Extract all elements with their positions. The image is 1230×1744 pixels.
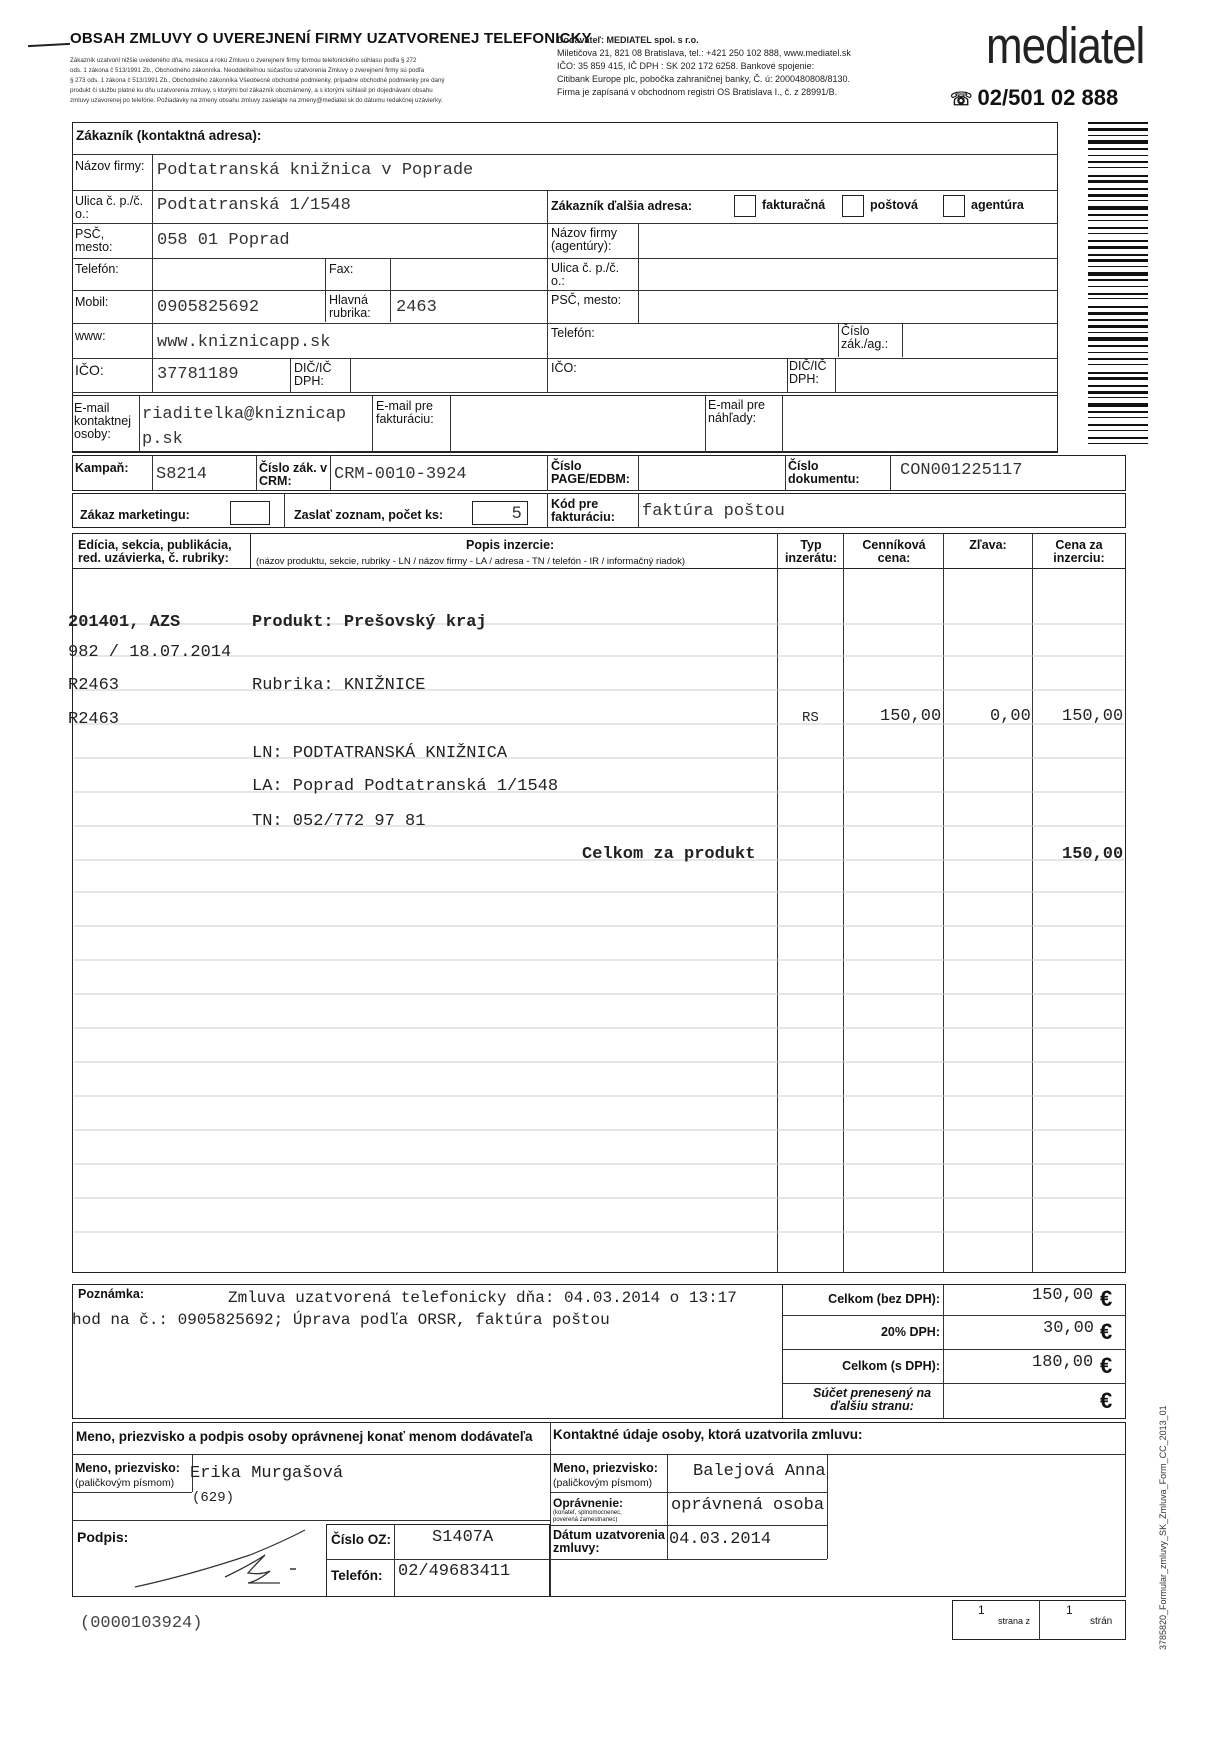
barcode-bar — [1088, 306, 1148, 308]
barcode-bar — [1088, 298, 1148, 299]
signature — [130, 1525, 330, 1595]
description-header: Popis inzercie: — [466, 538, 555, 552]
page-number: 1 — [978, 1603, 985, 1617]
marketing-checkbox[interactable] — [230, 501, 270, 525]
barcode-bar — [1088, 188, 1148, 190]
marketing-label: Zákaz marketingu: — [80, 508, 190, 522]
phone-icon: ☏ — [950, 89, 978, 109]
postal-address-option: poštová — [870, 198, 918, 212]
checkbox-postal-address[interactable] — [842, 195, 864, 217]
list-label: Zaslať zoznam, počet ks: — [294, 508, 444, 522]
document-title: OBSAH ZMLUVY O UVEREJNENÍ FIRMY UZATVORENEJ TELEFONICKY — [70, 30, 592, 47]
contract-date-value: 04.03.2014 — [669, 1530, 772, 1549]
contact-name-label: Meno, priezvisko: — [553, 1461, 658, 1475]
oz-value: S1407A — [432, 1528, 494, 1547]
barcode-bar — [1088, 194, 1148, 197]
barcode-bar — [1088, 175, 1148, 177]
invoice-address-option: fakturačná — [762, 198, 826, 212]
barcode-bar — [1088, 443, 1148, 444]
doc-value: CON001225117 — [900, 461, 1023, 480]
barcode-bar — [1088, 148, 1148, 150]
barcode-bar — [1088, 227, 1148, 229]
edition-line-3: R2463 — [68, 676, 120, 695]
barcode-bar — [1088, 293, 1148, 295]
barcode-bar — [1088, 200, 1148, 201]
billing-code-value: faktúra poštou — [642, 502, 785, 521]
gross-total-label: Celkom (s DPH): — [842, 1359, 940, 1373]
page-label: Číslo PAGE/EDBM: — [551, 459, 630, 486]
barcode-bar — [1088, 312, 1148, 315]
checkbox-agency-address[interactable] — [943, 195, 965, 217]
doc-label: Číslo dokumentu: — [788, 459, 860, 486]
barcode-bar — [1088, 233, 1148, 234]
barcode-bar — [1088, 167, 1148, 168]
ico-label: IČO: — [75, 362, 104, 378]
barcode-bar — [1088, 403, 1148, 407]
tn-line: TN: 052/772 97 81 — [252, 812, 426, 831]
mediatel-logo: mediatel — [986, 18, 1145, 75]
barcode-bar — [1088, 424, 1148, 426]
supplier-name-value: Erika Murgašová — [190, 1464, 344, 1483]
email-row — [72, 395, 1058, 453]
page-of-label: strana z — [998, 1616, 1031, 1626]
email-label: E-mail kontaktnej osoby: — [74, 401, 131, 441]
phone-label: Telefón: — [75, 262, 119, 276]
pages-total: 1 — [1066, 1603, 1073, 1617]
note-line-1: Zmluva uzatvorená telefonicky dňa: 04.03.2014 o 13:17 — [228, 1289, 737, 1307]
supplier-person-section-label: Meno, priezvisko a podpis osoby oprávnenej konať menom dodávateľa — [76, 1429, 533, 1444]
table-guide-lines — [72, 568, 1126, 1273]
supplier-info: Dodávateľ: MEDIATEL spol. s r.o. Miletičova 21, 821 08 Bratislava, tel.: +421 250 102 888, www.mediatel.sk IČO: 35 859 415, IČ DPH : SK 202 172 6258. Bankové spojenie: Citibank Europe plc, pobočka zahraničnej banky, Č. ú: 2000480808/8130. Firma je zapísaná v obchodnom registri OS Bratislava I., č. z 28991/B. — [557, 35, 851, 97]
barcode-bar — [1088, 397, 1148, 398]
barcode-bar — [1088, 286, 1148, 287]
barcode-bar — [1088, 155, 1148, 156]
barcode-bar — [1088, 240, 1148, 242]
mobile-label: Mobil: — [75, 295, 109, 309]
net-total-label: Celkom (bez DPH): — [828, 1292, 940, 1306]
campaign-label: Kampaň: — [75, 461, 129, 475]
barcode-bar — [1088, 246, 1148, 249]
name-label: Názov firmy: — [75, 159, 145, 173]
barcode-bar — [1088, 161, 1148, 163]
net-total-value: 150,00 — [1032, 1286, 1094, 1305]
barcode-bar — [1088, 135, 1148, 136]
fax-label: Fax: — [329, 262, 354, 276]
barcode-bar — [1088, 430, 1148, 431]
supplier-code-value: (629) — [192, 1490, 235, 1506]
description-subheader: (názov produktu, sekcie, rubriky - LN / názov firmy - LA / adresa - TN / telefón - IR / informačný riadok) — [256, 556, 686, 567]
vat-value: 30,00 — [1043, 1319, 1095, 1338]
supplier-name-sub: (paličkovým písmom) — [75, 1477, 175, 1489]
customer-section-label: Zákazník (kontaktná adresa): — [76, 128, 262, 143]
discount-value: 0,00 — [990, 707, 1031, 726]
barcode — [1088, 122, 1148, 444]
street-value: Podtatranská 1/1548 — [157, 196, 351, 215]
ico-value: 37781189 — [157, 365, 239, 384]
currency-carry: € — [1100, 1388, 1113, 1413]
list-price-value: 150,00 — [880, 707, 942, 726]
barcode-bar — [1088, 332, 1148, 333]
ln-line: LN: PODTATRANSKÁ KNIŽNICA — [252, 744, 508, 763]
crm-label: Číslo zák. v CRM: — [259, 461, 328, 488]
price-list-header: Cenníková cena: — [862, 538, 926, 565]
contact-name-sub: (paličkovým písmom) — [553, 1477, 653, 1489]
other-address-label: Zákazník ďalšia adresa: — [551, 199, 693, 213]
barcode-bar — [1088, 364, 1148, 365]
barcode-bar — [1088, 279, 1148, 281]
edition-line-1: 201401, AZS — [68, 613, 181, 632]
agency-name-label: Názov firmy (agentúry): — [551, 226, 617, 253]
edition-header: Edícia, sekcia, publikácia, red. uzávierka, č. rubriky: — [78, 538, 232, 565]
la-line: LA: Poprad Podtatranská 1/1548 — [252, 777, 559, 796]
list-count-value: 5 — [512, 503, 522, 522]
supplier-phone-label: Telefón: — [331, 1568, 383, 1583]
barcode-bar — [1088, 337, 1148, 341]
barcode-bar — [1088, 325, 1148, 328]
price-header: Cena za inzerciu: — [1053, 538, 1105, 565]
billing-code-label: Kód pre fakturáciu: — [551, 497, 615, 524]
barcode-bar — [1088, 128, 1148, 131]
auth-sub: (konateľ, splnomocnenec, poverená zamestnanec) — [553, 1510, 622, 1523]
discount-header: Zľava: — [969, 538, 1007, 552]
barcode-bar — [1088, 214, 1148, 216]
other-phone-label: Telefón: — [551, 326, 595, 340]
agency-address-option: agentúra — [971, 198, 1024, 212]
other-dic-label: DIČ/IČ DPH: — [789, 359, 827, 386]
other-ico-label: IČO: — [551, 361, 577, 375]
currency-net: € — [1100, 1286, 1113, 1311]
www-value: www.kniznicapp.sk — [157, 333, 331, 352]
vat-label: 20% DPH: — [880, 1325, 940, 1339]
type-header: Typ inzerátu: — [784, 538, 838, 565]
edition-line-4: R2463 — [68, 710, 120, 729]
barcode-bar — [1088, 140, 1148, 144]
barcode-bar — [1088, 345, 1148, 347]
barcode-bar — [1088, 266, 1148, 267]
note-label: Poznámka: — [78, 1287, 144, 1301]
product-total-value: 150,00 — [1062, 845, 1124, 864]
pages-label: strán — [1090, 1616, 1113, 1627]
barcode-bar — [1088, 377, 1148, 380]
type-value: RS — [802, 710, 819, 726]
barcode-bar — [1088, 254, 1148, 256]
other-psc-label: PSČ, mesto: — [551, 293, 622, 307]
form-code-vertical: 3785820_Formular_zmluvy_SK_Zmluva_Form_CC_2013_01 — [1158, 1405, 1168, 1650]
main-rubric-value: 2463 — [396, 298, 437, 317]
price-value: 150,00 — [1062, 707, 1124, 726]
barcode-bar — [1088, 358, 1148, 360]
main-rubric-label: Hlavná rubrika: — [329, 293, 371, 320]
header-underline-mark — [28, 43, 70, 47]
contact-name-value: Balejová Anna — [693, 1462, 826, 1481]
supplier-name-label: Meno, priezvisko: — [75, 1461, 180, 1475]
barcode-bar — [1088, 259, 1148, 262]
barcode-bar — [1088, 411, 1148, 413]
note-line-2: hod na č.: 0905825692; Úprava podľa ORSR, faktúra poštou — [72, 1311, 610, 1329]
email-invoice-label: E-mail pre fakturáciu: — [376, 399, 434, 426]
other-street-label: Ulica č. p./č. o.: — [551, 261, 620, 288]
www-label: www: — [75, 329, 106, 343]
barcode-bar — [1088, 272, 1148, 276]
crm-value: CRM-0010-3924 — [334, 465, 467, 484]
header-legal-text: Zákazník uzatvoril nižšie uvedeného dňa, mesiaca a roku Zmluvu o zverejnení firmy formou telefonického súhlasu podľa § 272 ods. 1 zákona č 513/1991 Zb., Obchodného zákonníka. Neoddeliteľnou súčasťou uzatvorenia Zmluvy o zverejnení firmy sú podľa § 273 ods. 1 zákona č 513/1991 Zb., Obchodného zákonníka Všeobecné obchodné podmienky, prípadne obchodné podmienky pre daný produkt či službu platné ku dňu uzatvorenia zmluvy, s ktorými bol zákazník oboznámený, a s ktorými súhlasil pri dojednávaní obsahu zmluvy uzavorenej po telefóne. Požiadavky na zmeny obsahu zmluvy zasielajte na zmeny@mediatel.sk do dátumu redakčnej uzávierky. — [70, 57, 445, 104]
barcode-bar — [1088, 352, 1148, 353]
edition-line-2: 982 / 18.07.2014 — [68, 643, 232, 662]
signature-label: Podpis: — [77, 1529, 129, 1545]
campaign-value: S8214 — [156, 465, 208, 484]
gross-total-value: 180,00 — [1032, 1353, 1094, 1372]
currency-vat: € — [1100, 1319, 1113, 1344]
email-value-line2: p.sk — [142, 430, 183, 449]
psc-value: 058 01 Poprad — [157, 231, 290, 250]
barcode-bar — [1088, 319, 1148, 321]
supplier-phone-value: 02/49683411 — [398, 1562, 511, 1581]
email-preview-label: E-mail pre náhľady: — [708, 398, 765, 425]
barcode-bar — [1088, 220, 1148, 221]
client-no-label: Číslo zák./ag.: — [841, 324, 889, 351]
barcode-bar — [1088, 372, 1148, 374]
carry-label: Súčet prenesený na ďalšiu stranu: — [812, 1386, 932, 1413]
contract-date-label: Dátum uzatvorenia zmluvy: — [553, 1528, 665, 1555]
barcode-bar — [1088, 180, 1148, 183]
oz-label: Číslo OZ: — [331, 1532, 391, 1547]
street-label: Ulica č. p./č. o.: — [75, 194, 144, 221]
product-line: Produkt: Prešovský kraj — [252, 613, 487, 632]
psc-label: PSČ, mesto: — [75, 227, 113, 254]
company-name-value: Podtatranská knižnica v Poprade — [157, 161, 474, 180]
barcode-bar — [1088, 437, 1148, 439]
checkbox-invoice-address[interactable] — [734, 195, 756, 217]
email-value-line1: riaditelka@kniznicap — [142, 405, 347, 424]
mobile-value: 0905825692 — [157, 298, 260, 317]
barcode-bar — [1088, 417, 1148, 418]
dic-label: DIČ/IČ DPH: — [294, 361, 332, 388]
contact-person-section-label: Kontaktné údaje osoby, ktorá uzatvorila zmluvu: — [553, 1427, 863, 1442]
currency-gross: € — [1100, 1353, 1113, 1378]
barcode-bar — [1088, 391, 1148, 394]
supplier-phone: ☏ 02/501 02 888 — [950, 85, 1119, 110]
document-id: (0000103924) — [80, 1614, 203, 1633]
barcode-bar — [1088, 122, 1148, 124]
product-total-label: Celkom za produkt — [582, 845, 756, 864]
barcode-bar — [1088, 206, 1148, 210]
barcode-bar — [1088, 385, 1148, 387]
rubric-line: Rubrika: KNIŽNICE — [252, 676, 426, 695]
auth-value: oprávnená osoba — [671, 1496, 825, 1515]
auth-label: Oprávnenie: — [553, 1496, 624, 1510]
